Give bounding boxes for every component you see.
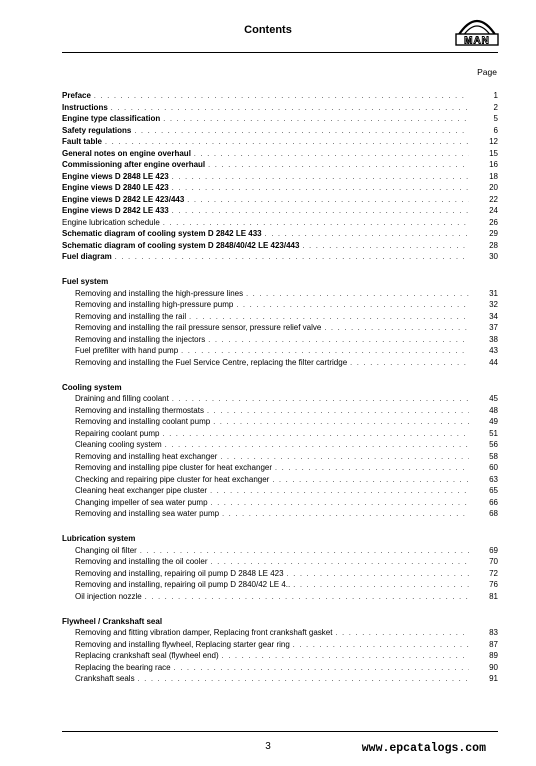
toc-entry-page: 24 bbox=[489, 206, 498, 215]
toc-entry[interactable] bbox=[62, 568, 498, 580]
dot-leader bbox=[189, 312, 469, 323]
page-title: Contents bbox=[244, 24, 292, 36]
dot-leader bbox=[172, 206, 469, 217]
toc-entry[interactable] bbox=[62, 194, 498, 206]
toc-entry-page: 76 bbox=[489, 580, 498, 589]
toc-entry-page: 63 bbox=[489, 474, 498, 484]
dot-leader bbox=[163, 218, 469, 229]
footer-rule bbox=[62, 731, 498, 732]
toc-entry-page: 81 bbox=[489, 591, 498, 601]
toc-section bbox=[62, 276, 498, 368]
toc-entry-title: Fuel prefilter with hand pump bbox=[75, 346, 179, 355]
toc-entry-title: Schematic diagram of cooling system D 2848/40/42 LE 423/443 bbox=[62, 240, 300, 250]
toc-entry-title: Schematic diagram of cooling system D 2842 LE 433 bbox=[62, 229, 262, 238]
toc-entry-page: 18 bbox=[489, 171, 498, 181]
toc-entry[interactable] bbox=[62, 474, 498, 486]
section-heading: Lubrication system bbox=[62, 534, 136, 543]
toc-entry-title: Engine type classification bbox=[62, 114, 161, 123]
toc-entry-title: Removing and installing coolant pump bbox=[75, 417, 211, 426]
toc-entry[interactable] bbox=[62, 102, 498, 114]
toc-entry-title: Removing and installing heat exchanger bbox=[75, 451, 218, 461]
toc-entry-page: 89 bbox=[489, 651, 498, 660]
toc-entry-title: Fuel diagram bbox=[62, 252, 112, 261]
toc-entry-title: Removing and installing the injectors bbox=[75, 334, 206, 344]
toc-entry-page: 69 bbox=[489, 545, 498, 555]
toc-entry-page: 12 bbox=[489, 137, 498, 146]
toc-entry[interactable] bbox=[62, 428, 498, 440]
toc-entry[interactable] bbox=[62, 639, 498, 651]
toc-entry-title: Changing impeller of sea water pump bbox=[75, 497, 208, 507]
toc-entry[interactable] bbox=[62, 508, 498, 520]
toc-entry-page: 6 bbox=[493, 125, 498, 135]
toc-entry-title: Draining and filling coolant bbox=[75, 394, 169, 403]
dot-leader bbox=[138, 674, 469, 685]
dot-leader bbox=[211, 498, 469, 509]
toc-entry-title: Removing and installing sea water pump bbox=[75, 509, 220, 518]
toc-entry[interactable] bbox=[62, 451, 498, 463]
dot-leader bbox=[236, 300, 469, 311]
dot-leader bbox=[172, 394, 469, 405]
dot-leader bbox=[105, 137, 469, 148]
toc-entry-title: Instructions bbox=[62, 102, 108, 112]
toc-entry-page: 31 bbox=[489, 288, 498, 298]
toc-entry[interactable] bbox=[62, 159, 498, 171]
toc-entry-title: Checking and repairing pipe cluster for heat exchanger bbox=[75, 474, 270, 484]
dot-leader bbox=[134, 126, 469, 137]
toc-entry-page: 56 bbox=[489, 440, 498, 449]
toc-entry-title: Engine views D 2842 LE 423/443 bbox=[62, 194, 185, 204]
toc-entry-page: 48 bbox=[489, 405, 498, 415]
toc-entry[interactable] bbox=[62, 228, 498, 240]
toc-entry-page: 1 bbox=[493, 91, 498, 100]
section-heading: Flywheel / Crankshaft seal bbox=[62, 616, 163, 626]
toc-entry-page: 68 bbox=[489, 509, 498, 518]
toc-entry[interactable] bbox=[62, 136, 498, 148]
toc-entry-page: 70 bbox=[489, 557, 498, 566]
toc-entry-title: Engine views D 2842 LE 433 bbox=[62, 206, 169, 215]
toc-entry[interactable] bbox=[62, 90, 498, 102]
toc-section bbox=[62, 382, 498, 520]
toc-entry[interactable] bbox=[62, 545, 498, 557]
toc-entry[interactable] bbox=[62, 288, 498, 300]
header-rule bbox=[62, 52, 498, 53]
toc-entry[interactable] bbox=[62, 217, 498, 229]
toc-entry-title: Safety regulations bbox=[62, 125, 132, 135]
dot-leader bbox=[172, 172, 469, 183]
toc-entry-page: 87 bbox=[489, 639, 498, 649]
page-column-label: Page bbox=[477, 67, 497, 77]
dot-leader bbox=[145, 592, 469, 603]
dot-leader bbox=[210, 486, 469, 497]
toc-entry[interactable] bbox=[62, 439, 498, 451]
toc-entry[interactable] bbox=[62, 579, 498, 591]
dot-leader bbox=[293, 580, 469, 591]
dot-leader bbox=[208, 160, 469, 171]
toc-entry[interactable] bbox=[62, 650, 498, 662]
toc-entry-page: 20 bbox=[489, 183, 498, 192]
toc-entry[interactable] bbox=[62, 627, 498, 639]
toc-entry-title: Cleaning cooling system bbox=[75, 440, 162, 449]
toc-entry-page: 32 bbox=[489, 300, 498, 309]
toc-entry-page: 72 bbox=[489, 568, 498, 578]
toc-entry-title: Replacing the bearing race bbox=[75, 662, 171, 672]
toc-entry-page: 26 bbox=[489, 217, 498, 227]
toc-entry-page: 90 bbox=[489, 662, 498, 672]
dot-leader bbox=[222, 651, 469, 662]
toc-entry-page: 22 bbox=[489, 194, 498, 204]
toc-entry-title: Removing and installing pipe cluster for heat exchanger bbox=[75, 463, 273, 472]
toc-entry-page: 15 bbox=[489, 148, 498, 158]
toc-entry-page: 60 bbox=[489, 463, 498, 472]
dot-leader bbox=[172, 183, 469, 194]
toc-entry-page: 91 bbox=[489, 674, 498, 683]
watermark: www.epcatalogs.com bbox=[361, 742, 486, 755]
toc-entry-title: Removing and installing, repairing oil pump D 2840/42 LE 4.. bbox=[75, 580, 291, 589]
dot-leader bbox=[211, 557, 469, 568]
toc-entry[interactable] bbox=[62, 345, 498, 357]
dot-leader bbox=[293, 640, 469, 651]
toc-entry[interactable] bbox=[62, 462, 498, 474]
dot-leader bbox=[111, 103, 469, 114]
toc-entry[interactable] bbox=[62, 171, 498, 183]
toc-entry-title: Removing and installing the high-pressure lines bbox=[75, 288, 244, 298]
toc-entry[interactable] bbox=[62, 322, 498, 334]
toc-entry-title: Cleaning heat exchanger pipe cluster bbox=[75, 486, 208, 495]
toc-entry-title: Changing oil filter bbox=[75, 545, 137, 555]
toc-entry-title: Removing and installing flywheel, Replacing starter gear ring bbox=[75, 639, 290, 649]
dot-leader bbox=[324, 323, 469, 334]
section-heading: Cooling system bbox=[62, 382, 122, 392]
toc-entry[interactable] bbox=[62, 125, 498, 137]
toc-entry-title: Removing and installing, repairing oil pump D 2848 LE 423 bbox=[75, 568, 284, 578]
page-number: 3 bbox=[265, 741, 271, 752]
dot-leader bbox=[174, 663, 469, 674]
toc-entry-title: Removing and fitting vibration damper, Replacing front crankshaft gasket bbox=[75, 628, 333, 637]
dot-leader bbox=[115, 252, 469, 263]
toc-entry[interactable] bbox=[62, 113, 498, 125]
toc-entry-title: Repairing coolant pump bbox=[75, 428, 160, 438]
toc-entry[interactable] bbox=[62, 334, 498, 346]
toc-entry-title: Removing and installing thermostats bbox=[75, 405, 204, 415]
dot-leader bbox=[194, 149, 469, 160]
toc-entry-page: 44 bbox=[489, 357, 498, 367]
toc-entry[interactable] bbox=[62, 357, 498, 369]
dot-leader bbox=[246, 289, 469, 300]
toc-entry-page: 49 bbox=[489, 417, 498, 426]
dot-leader bbox=[187, 195, 469, 206]
dot-leader bbox=[165, 440, 469, 451]
toc-entry[interactable] bbox=[62, 148, 498, 160]
toc-section bbox=[62, 616, 498, 685]
toc-entry[interactable] bbox=[62, 205, 498, 217]
toc-entry-page: 16 bbox=[489, 160, 498, 169]
toc-entry[interactable] bbox=[62, 240, 498, 252]
svg-text:MAN: MAN bbox=[464, 35, 490, 47]
toc-entry[interactable] bbox=[62, 311, 498, 323]
toc-entry-title: Removing and installing the rail bbox=[75, 311, 187, 321]
toc-entry[interactable] bbox=[62, 662, 498, 674]
toc-entry-title: Fault table bbox=[62, 137, 103, 146]
toc-entry[interactable] bbox=[62, 497, 498, 509]
toc-entry-page: 2 bbox=[493, 102, 498, 112]
toc-entry-page: 34 bbox=[489, 311, 498, 321]
dot-leader bbox=[181, 346, 469, 357]
toc-entry-page: 58 bbox=[489, 451, 498, 461]
toc-sections bbox=[62, 276, 498, 685]
dot-leader bbox=[275, 463, 469, 474]
toc-entry-page: 28 bbox=[489, 240, 498, 250]
toc-entry[interactable] bbox=[62, 591, 498, 603]
section-heading: Fuel system bbox=[62, 277, 109, 286]
dot-leader bbox=[220, 452, 469, 463]
toc-entry-title: Removing and installing the rail pressure sensor, pressure relief valve bbox=[75, 323, 322, 332]
toc-entry-title: Removing and installing the oil cooler bbox=[75, 557, 208, 566]
dot-leader bbox=[350, 358, 469, 369]
toc-entry[interactable] bbox=[62, 416, 498, 428]
general-entries bbox=[62, 90, 498, 263]
dot-leader bbox=[163, 429, 470, 440]
toc-entry-page: 65 bbox=[489, 486, 498, 495]
dot-leader bbox=[335, 628, 469, 639]
toc-entry-page: 29 bbox=[489, 229, 498, 238]
toc-entry[interactable] bbox=[62, 393, 498, 405]
dot-leader bbox=[163, 114, 469, 125]
table-of-contents bbox=[62, 90, 498, 685]
man-logo bbox=[455, 14, 499, 48]
toc-entry-title: Engine lubrication schedule bbox=[62, 217, 160, 227]
dot-leader bbox=[287, 569, 469, 580]
toc-entry-page: 38 bbox=[489, 334, 498, 344]
toc-entry-title: Preface bbox=[62, 91, 91, 100]
toc-entry-title: Removing and installing high-pressure pump bbox=[75, 300, 234, 309]
toc-entry-title: Crankshaft seals bbox=[75, 674, 135, 683]
toc-entry-title: Removing and installing the Fuel Service Centre, replacing the filter cartridge bbox=[75, 357, 348, 367]
dot-leader bbox=[302, 241, 469, 252]
toc-entry-page: 51 bbox=[489, 428, 498, 438]
toc-entry-page: 37 bbox=[489, 323, 498, 332]
dot-leader bbox=[222, 509, 469, 520]
toc-entry-title: Engine views D 2840 LE 423 bbox=[62, 183, 169, 192]
toc-entry[interactable] bbox=[62, 673, 498, 685]
dot-leader bbox=[265, 229, 469, 240]
toc-entry-page: 43 bbox=[489, 346, 498, 355]
toc-entry[interactable] bbox=[62, 556, 498, 568]
toc-entry[interactable] bbox=[62, 299, 498, 311]
toc-entry-page: 66 bbox=[489, 497, 498, 507]
toc-entry-page: 83 bbox=[489, 628, 498, 637]
toc-entry[interactable] bbox=[62, 405, 498, 417]
toc-entry-title: Commissioning after engine overhaul bbox=[62, 160, 206, 169]
toc-entry-title: General notes on engine overhaul bbox=[62, 148, 191, 158]
dot-leader bbox=[207, 406, 469, 417]
toc-entry[interactable] bbox=[62, 251, 498, 263]
toc-entry-title: Oil injection nozzle bbox=[75, 591, 142, 601]
dot-leader bbox=[208, 335, 469, 346]
toc-entry-page: 45 bbox=[489, 394, 498, 403]
toc-entry-title: Engine views D 2848 LE 423 bbox=[62, 171, 169, 181]
dot-leader bbox=[94, 91, 469, 102]
toc-entry-title: Replacing crankshaft seal (flywheel end) bbox=[75, 651, 219, 660]
dot-leader bbox=[213, 417, 469, 428]
dot-leader bbox=[272, 475, 469, 486]
dot-leader bbox=[140, 546, 469, 557]
toc-entry-page: 30 bbox=[489, 252, 498, 261]
toc-section bbox=[62, 533, 498, 602]
toc-entry-page: 5 bbox=[493, 114, 498, 123]
toc-entry[interactable] bbox=[62, 485, 498, 497]
toc-entry[interactable] bbox=[62, 182, 498, 194]
